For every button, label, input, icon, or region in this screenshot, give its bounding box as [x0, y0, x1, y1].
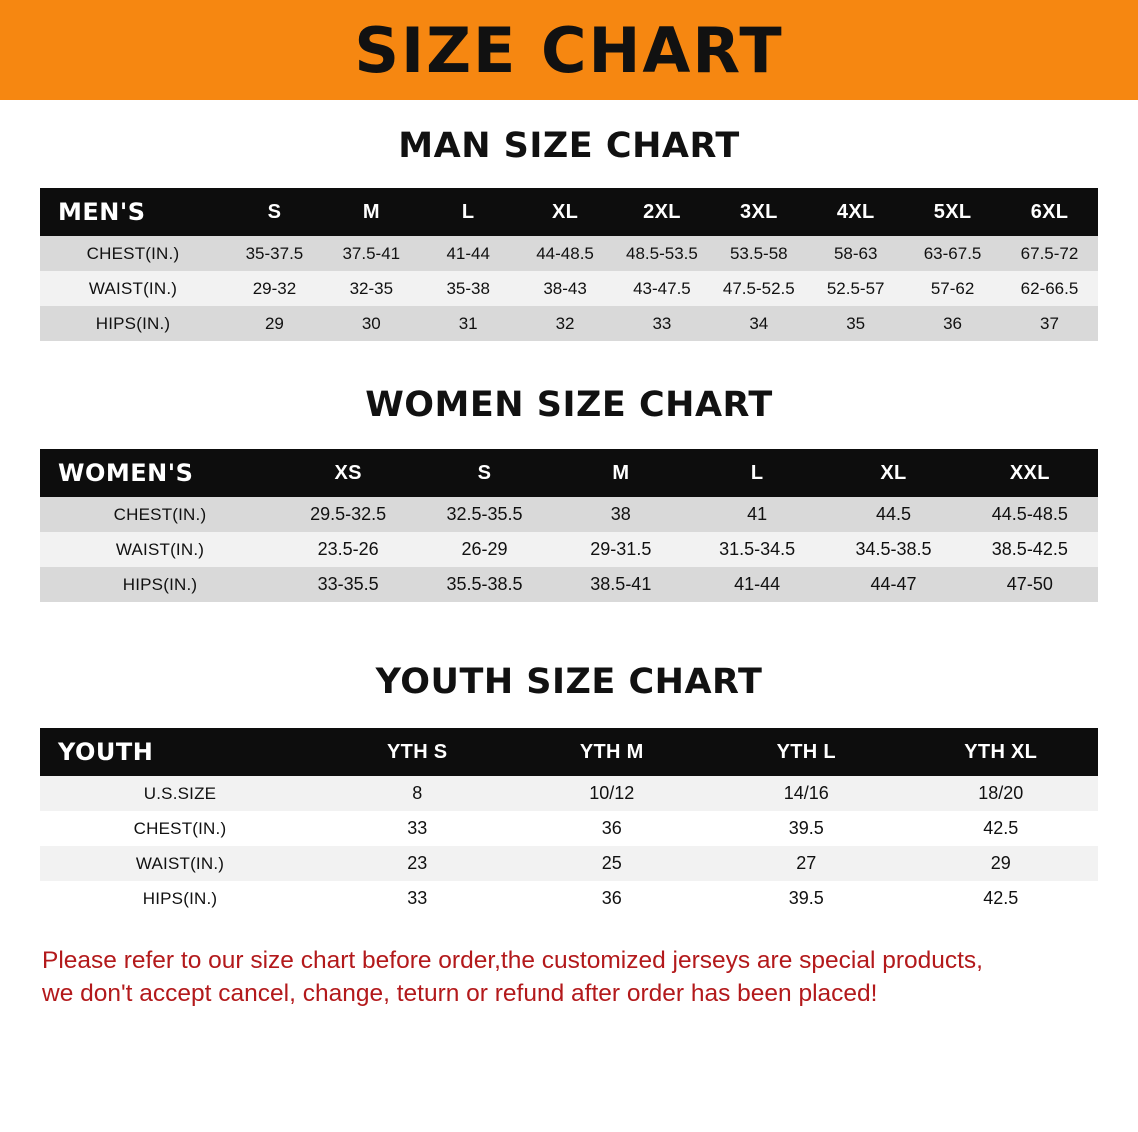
youth-table-body [40, 776, 1098, 916]
man-size-table [40, 188, 1098, 341]
youth-row-label-ussize: U.S.SIZE [40, 776, 320, 811]
table-row [40, 532, 1098, 567]
man-col-l: L [461, 200, 475, 223]
youth-row-label-chest: CHEST(IN.) [40, 811, 320, 846]
women-hips-xxl: 47-50 [962, 567, 1098, 602]
page-title: SIZE CHART [354, 14, 784, 87]
youth-waist-m: 25 [515, 846, 710, 881]
youth-table-head [40, 728, 1098, 776]
table-row [40, 776, 1098, 811]
youth-chest-xl: 42.5 [904, 811, 1099, 846]
man-col-5xl: 5XL [933, 200, 972, 223]
man-corner-label: MEN'S [58, 198, 146, 226]
women-chest-s: 32.5-35.5 [416, 497, 552, 532]
man-hips-4xl: 35 [807, 306, 904, 341]
youth-size-table [40, 728, 1098, 916]
youth-chest-m: 36 [515, 811, 710, 846]
women-waist-m: 29-31.5 [553, 532, 689, 567]
man-col-xl: XL [551, 200, 579, 223]
youth-hips-s: 33 [320, 881, 515, 916]
women-row-label-chest: CHEST(IN.) [40, 497, 280, 532]
women-waist-s: 26-29 [416, 532, 552, 567]
man-col-4xl: 4XL [836, 200, 875, 223]
women-waist-xl: 34.5-38.5 [825, 532, 961, 567]
women-waist-l: 31.5-34.5 [689, 532, 825, 567]
women-table-body [40, 497, 1098, 602]
women-col-s: S [477, 461, 492, 484]
women-col-m: M [612, 461, 630, 484]
youth-col-s: YTH S [387, 740, 448, 763]
women-hips-l: 41-44 [689, 567, 825, 602]
women-section-heading: WOMEN SIZE CHART [365, 385, 773, 425]
man-waist-2xl: 43-47.5 [614, 271, 711, 306]
women-size-table [40, 449, 1098, 602]
man-waist-3xl: 47.5-52.5 [710, 271, 807, 306]
man-waist-6xl: 62-66.5 [1001, 271, 1098, 306]
youth-ussize-s: 8 [320, 776, 515, 811]
man-chest-l: 41-44 [420, 236, 517, 271]
man-chest-2xl: 48.5-53.5 [614, 236, 711, 271]
man-waist-l: 35-38 [420, 271, 517, 306]
man-col-m: M [362, 200, 380, 223]
man-chest-xl: 44-48.5 [517, 236, 614, 271]
table-row [40, 497, 1098, 532]
women-waist-xxl: 38.5-42.5 [962, 532, 1098, 567]
table-header-row [40, 449, 1098, 497]
man-chest-5xl: 63-67.5 [904, 236, 1001, 271]
man-hips-5xl: 36 [904, 306, 1001, 341]
women-row-label-waist: WAIST(IN.) [40, 532, 280, 567]
youth-row-label-waist: WAIST(IN.) [40, 846, 320, 881]
youth-hips-l: 39.5 [709, 881, 904, 916]
women-chest-xxl: 44.5-48.5 [962, 497, 1098, 532]
man-hips-xl: 32 [517, 306, 614, 341]
women-chest-m: 38 [553, 497, 689, 532]
man-waist-s: 29-32 [226, 271, 323, 306]
man-col-6xl: 6XL [1030, 200, 1069, 223]
man-row-label-hips: HIPS(IN.) [40, 306, 226, 341]
women-corner-label: WOMEN'S [58, 459, 194, 487]
youth-col-xl: YTH XL [964, 740, 1038, 763]
man-row-label-waist: WAIST(IN.) [40, 271, 226, 306]
policy-note [42, 944, 1096, 1010]
man-hips-s: 29 [226, 306, 323, 341]
women-chest-xl: 44.5 [825, 497, 961, 532]
youth-ussize-xl: 18/20 [904, 776, 1099, 811]
youth-row-label-hips: HIPS(IN.) [40, 881, 320, 916]
man-table-wrapper [40, 188, 1098, 341]
women-hips-xs: 33-35.5 [280, 567, 416, 602]
banner [0, 0, 1138, 100]
man-chest-6xl: 67.5-72 [1001, 236, 1098, 271]
table-row [40, 846, 1098, 881]
man-table-head [40, 188, 1098, 236]
youth-corner-label: YOUTH [58, 738, 154, 766]
youth-hips-xl: 42.5 [904, 881, 1099, 916]
man-hips-6xl: 37 [1001, 306, 1098, 341]
women-waist-xs: 23.5-26 [280, 532, 416, 567]
man-waist-m: 32-35 [323, 271, 420, 306]
man-chest-s: 35-37.5 [226, 236, 323, 271]
man-section-heading: MAN SIZE CHART [398, 126, 740, 166]
women-hips-xl: 44-47 [825, 567, 961, 602]
man-row-label-chest: CHEST(IN.) [40, 236, 226, 271]
man-chest-4xl: 58-63 [807, 236, 904, 271]
women-chest-xs: 29.5-32.5 [280, 497, 416, 532]
table-row [40, 306, 1098, 341]
youth-hips-m: 36 [515, 881, 710, 916]
table-row [40, 236, 1098, 271]
women-col-xl: XL [880, 461, 907, 484]
man-col-s: S [267, 200, 282, 223]
women-col-xs: XS [334, 461, 362, 484]
youth-col-l: YTH L [776, 740, 836, 763]
table-row [40, 567, 1098, 602]
policy-note-line-2: we don't accept cancel, change, teturn or refund after order has been placed! [42, 980, 878, 1008]
man-table-body [40, 236, 1098, 341]
man-waist-5xl: 57-62 [904, 271, 1001, 306]
youth-chest-l: 39.5 [709, 811, 904, 846]
man-hips-3xl: 34 [710, 306, 807, 341]
youth-waist-s: 23 [320, 846, 515, 881]
man-col-3xl: 3XL [740, 200, 778, 223]
youth-chest-s: 33 [320, 811, 515, 846]
table-header-row [40, 188, 1098, 236]
youth-waist-l: 27 [709, 846, 904, 881]
women-row-label-hips: HIPS(IN.) [40, 567, 280, 602]
table-row [40, 881, 1098, 916]
youth-section-heading: YOUTH SIZE CHART [375, 662, 763, 702]
women-col-xxl: XXL [1009, 461, 1050, 484]
youth-table-wrapper [40, 728, 1098, 916]
table-row [40, 271, 1098, 306]
women-table-wrapper [40, 449, 1098, 602]
women-col-l: L [750, 461, 764, 484]
table-header-row [40, 728, 1098, 776]
man-waist-xl: 38-43 [517, 271, 614, 306]
man-hips-2xl: 33 [614, 306, 711, 341]
man-waist-4xl: 52.5-57 [807, 271, 904, 306]
women-table-head [40, 449, 1098, 497]
man-col-2xl: 2XL [643, 200, 681, 223]
man-chest-3xl: 53.5-58 [710, 236, 807, 271]
women-chest-l: 41 [689, 497, 825, 532]
youth-waist-xl: 29 [904, 846, 1099, 881]
youth-ussize-m: 10/12 [515, 776, 710, 811]
man-hips-l: 31 [420, 306, 517, 341]
man-hips-m: 30 [323, 306, 420, 341]
policy-note-line-1: Please refer to our size chart before order,the customized jerseys are special products, [42, 947, 983, 974]
women-hips-s: 35.5-38.5 [416, 567, 552, 602]
man-chest-m: 37.5-41 [323, 236, 420, 271]
women-hips-m: 38.5-41 [553, 567, 689, 602]
youth-col-m: YTH M [579, 740, 644, 763]
youth-ussize-l: 14/16 [709, 776, 904, 811]
table-row [40, 811, 1098, 846]
